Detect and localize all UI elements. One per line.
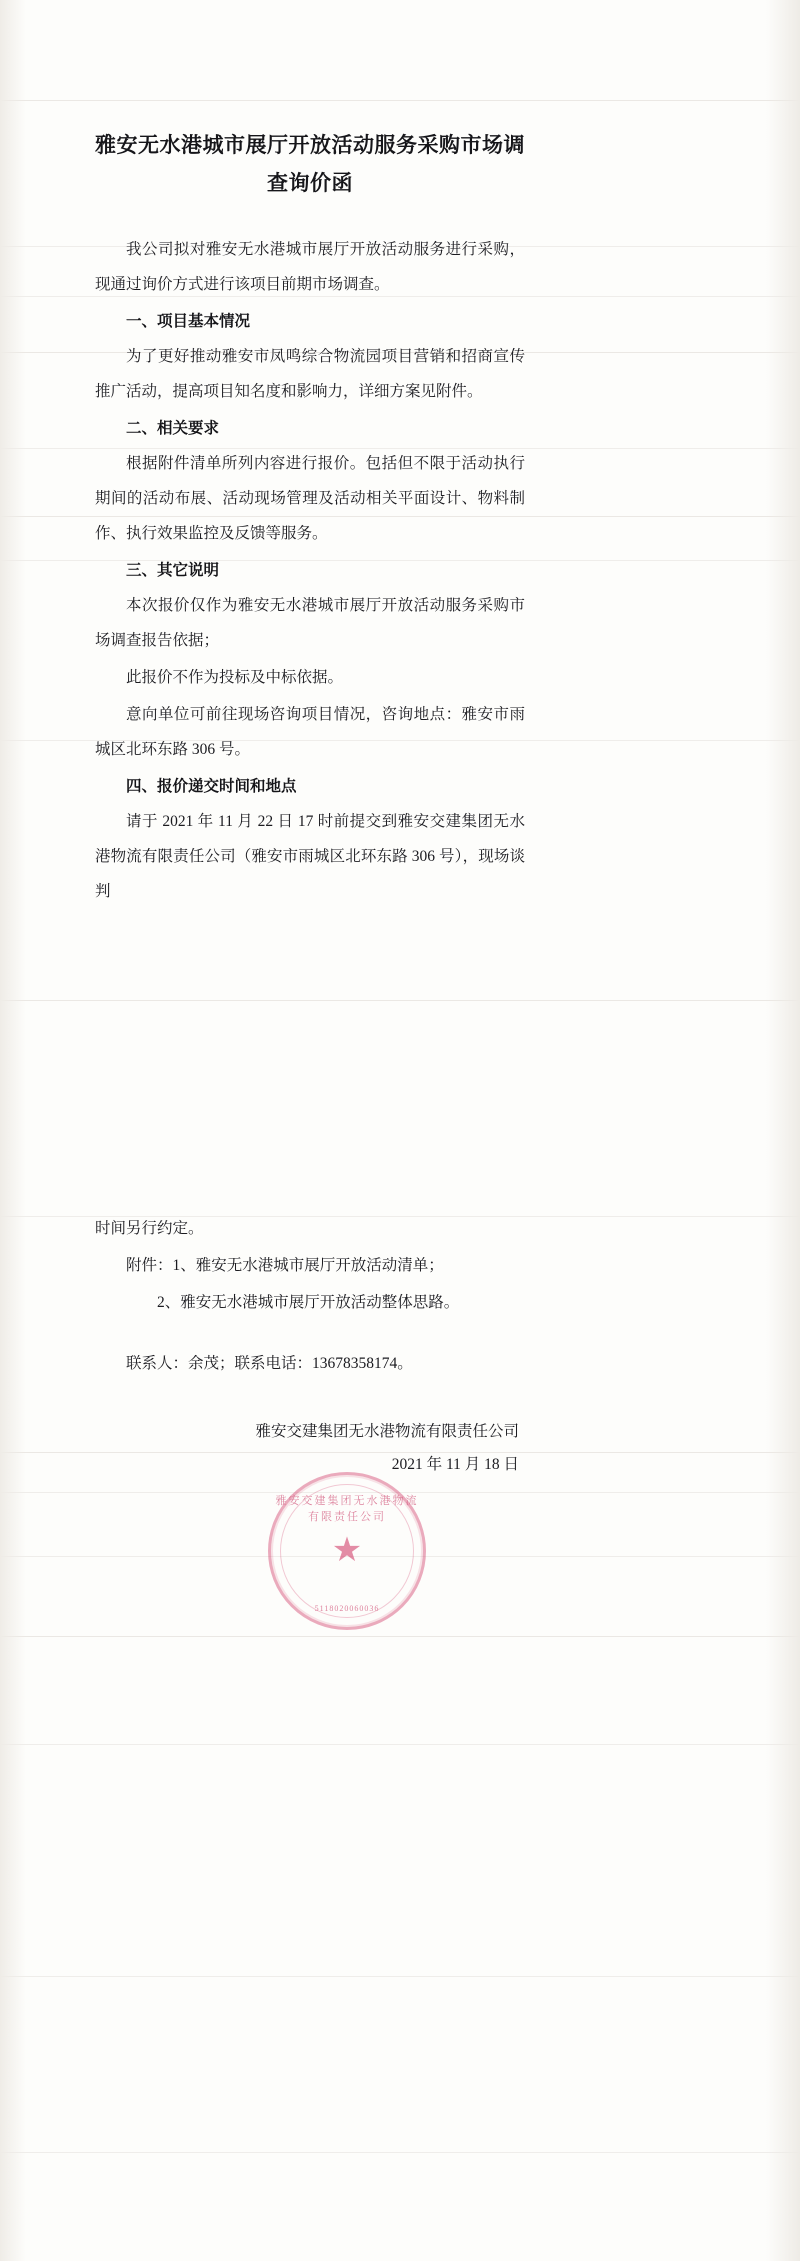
seal-top-text: 雅安交建集团无水港物流有限责任公司	[275, 1495, 419, 1523]
signature-company: 雅安交建集团无水港物流有限责任公司	[255, 1423, 519, 1440]
attachment-item-1: 附件：1、雅安无水港城市展厅开放活动清单；	[126, 1257, 444, 1274]
section-4-paragraph-1: 请于 2021 年 11 月 22 日 17 时前提交到雅安交建集团无水港物流有限责任公司（雅安市雨城区北环东路 306 号），现场谈判	[95, 813, 525, 900]
blank-area	[95, 911, 525, 1211]
section-1-paragraph-1: 为了更好推动雅安市凤鸣综合物流园项目营销和招商宣传推广活动，提高项目知名度和影响力，详细方案见附件。	[95, 348, 525, 400]
seal-bottom-text: 5118020060036	[314, 1604, 380, 1613]
signature-block	[95, 1415, 525, 1481]
section-3-paragraph-2: 此报价不作为投标及中标依据。	[126, 669, 344, 686]
section-heading-3: 三、其它说明	[126, 562, 220, 579]
section-heading-1: 一、项目基本情况	[126, 313, 251, 330]
attachment-item-2: 2、雅安无水港城市展厅开放活动整体思路。	[157, 1294, 460, 1311]
seal-star-icon: ★	[331, 1532, 363, 1569]
document-content	[95, 232, 525, 1481]
section-3-paragraph-3: 意向单位可前往现场咨询项目情况，咨询地点：雅安市雨城区北环东路 306 号。	[95, 706, 525, 758]
section-heading-4: 四、报价递交时间和地点	[126, 778, 297, 795]
page-title: 雅安无水港城市展厅开放活动服务采购市场调查询价函	[95, 133, 525, 195]
section-heading-2: 二、相关要求	[126, 420, 220, 437]
contact-line: 联系人：余茂；联系电话：13678358174。	[126, 1355, 413, 1372]
signature-date: 2021 年 11 月 18 日	[391, 1456, 519, 1473]
continuation-paragraph: 时间另行约定。	[95, 1220, 204, 1237]
section-2-paragraph-1: 根据附件清单所列内容进行报价。包括但不限于活动执行期间的活动布展、活动现场管理及活动相关平面设计、物料制作、执行效果监控及反馈等服务。	[95, 455, 525, 542]
section-3-paragraph-1: 本次报价仅作为雅安无水港城市展厅开放活动服务采购市场调查报告依据；	[95, 597, 525, 649]
intro-paragraph: 我公司拟对雅安无水港城市展厅开放活动服务进行采购，现通过询价方式进行该项目前期市场调查。	[95, 241, 525, 293]
